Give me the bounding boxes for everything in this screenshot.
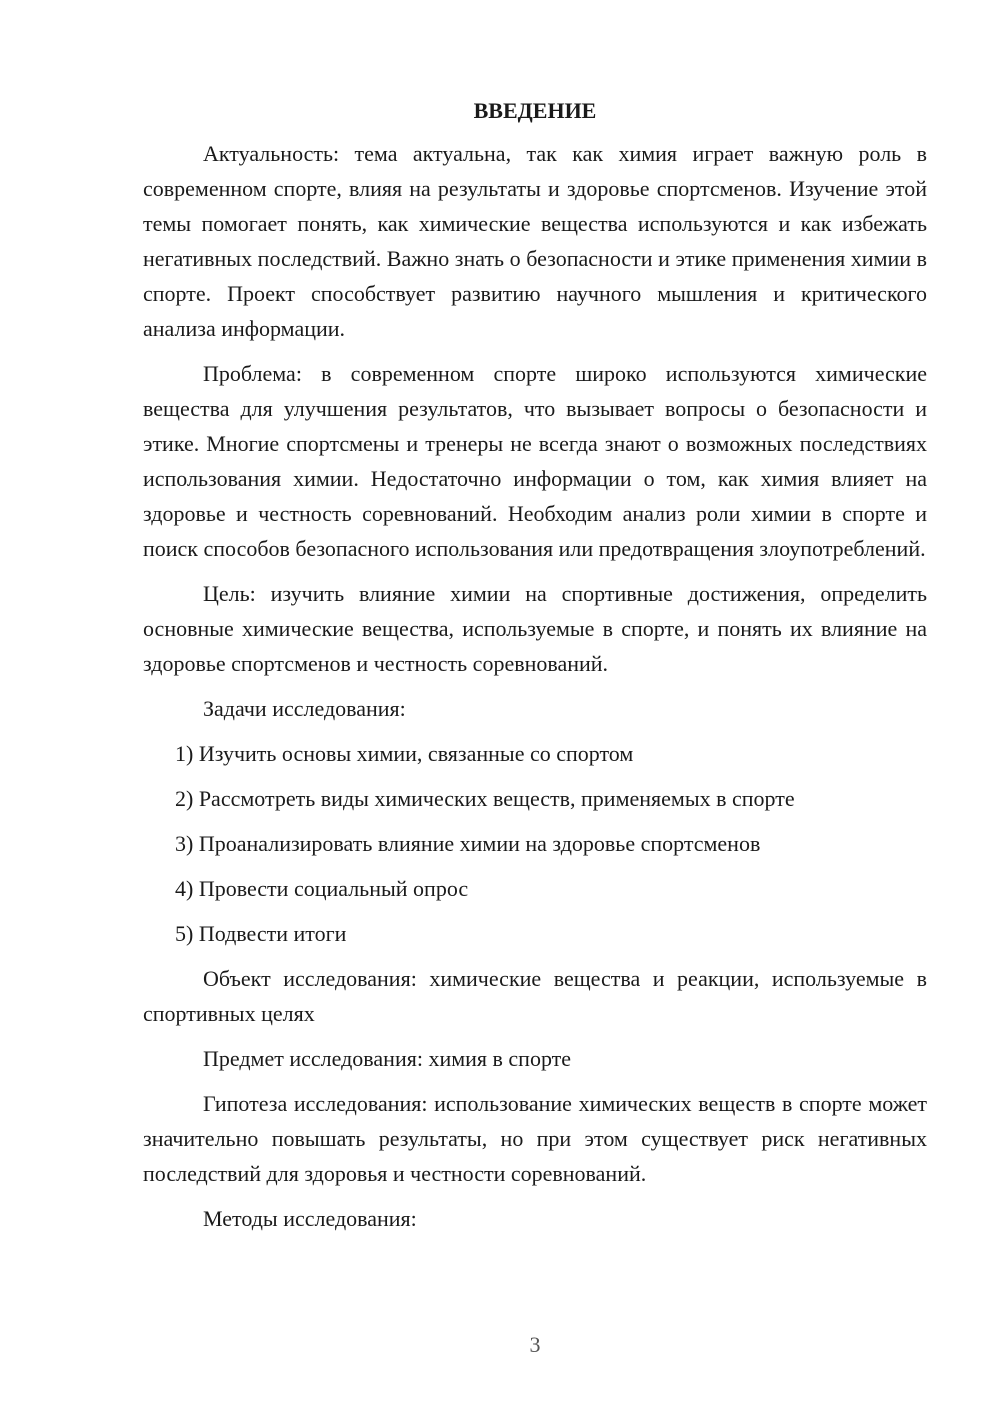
list-item: 2) Рассмотреть виды химических веществ, применяемых в спорте: [175, 786, 795, 811]
page-content: [143, 93, 927, 1246]
tasks-title: Задачи исследования:: [203, 696, 406, 721]
list-item: 1) Изучить основы химии, связанные со спортом: [175, 741, 634, 766]
methods-title: Методы исследования:: [203, 1206, 417, 1231]
section-heading: ВВЕДЕНИЕ: [473, 98, 597, 123]
page-number: 3: [529, 1332, 541, 1357]
list-item: 5) Подвести итоги: [175, 921, 347, 946]
list-item: 4) Провести социальный опрос: [175, 876, 469, 901]
hypothesis-paragraph: Гипотеза исследования: использование химических веществ в спорте может значительно повышать результаты, но при этом существует риск негативных последствий для здоровья и честности соревнований.: [143, 1091, 927, 1186]
tasks-list: [143, 736, 927, 951]
object-paragraph: Объект исследования: химические вещества и реакции, используемые в спортивных целях: [143, 966, 927, 1026]
goal-paragraph: Цель: изучить влияние химии на спортивные достижения, определить основные химические вещества, используемые в спорте, и понять их влияние на здоровье спортсменов и честность соревнований.: [143, 581, 927, 676]
list-item: 3) Проанализировать влияние химии на здоровье спортсменов: [175, 831, 761, 856]
problem-paragraph: Проблема: в современном спорте широко используются химические вещества для улучшения результатов, что вызывает вопросы о безопасности и этике. Многие спортсмены и тренеры не всегда знают о возможных последствиях использования химии. Недостаточно информации о том, как химия влияет на здоровье и честность соревнований. Необходим анализ роли химии в спорте и поиск способов безопасного использования или предотвращения злоупотреблений.: [143, 361, 927, 561]
subject-paragraph: Предмет исследования: химия в спорте: [203, 1046, 572, 1071]
relevance-paragraph: Актуальность: тема актуальна, так как химия играет важную роль в современном спорте, влияя на результаты и здоровье спортсменов. Изучение этой темы помогает понять, как химические вещества используются и как избежать негативных последствий. Важно знать о безопасности и этике применения химии в спорте. Проект способствует развитию научного мышления и критического анализа информации.: [143, 141, 927, 341]
